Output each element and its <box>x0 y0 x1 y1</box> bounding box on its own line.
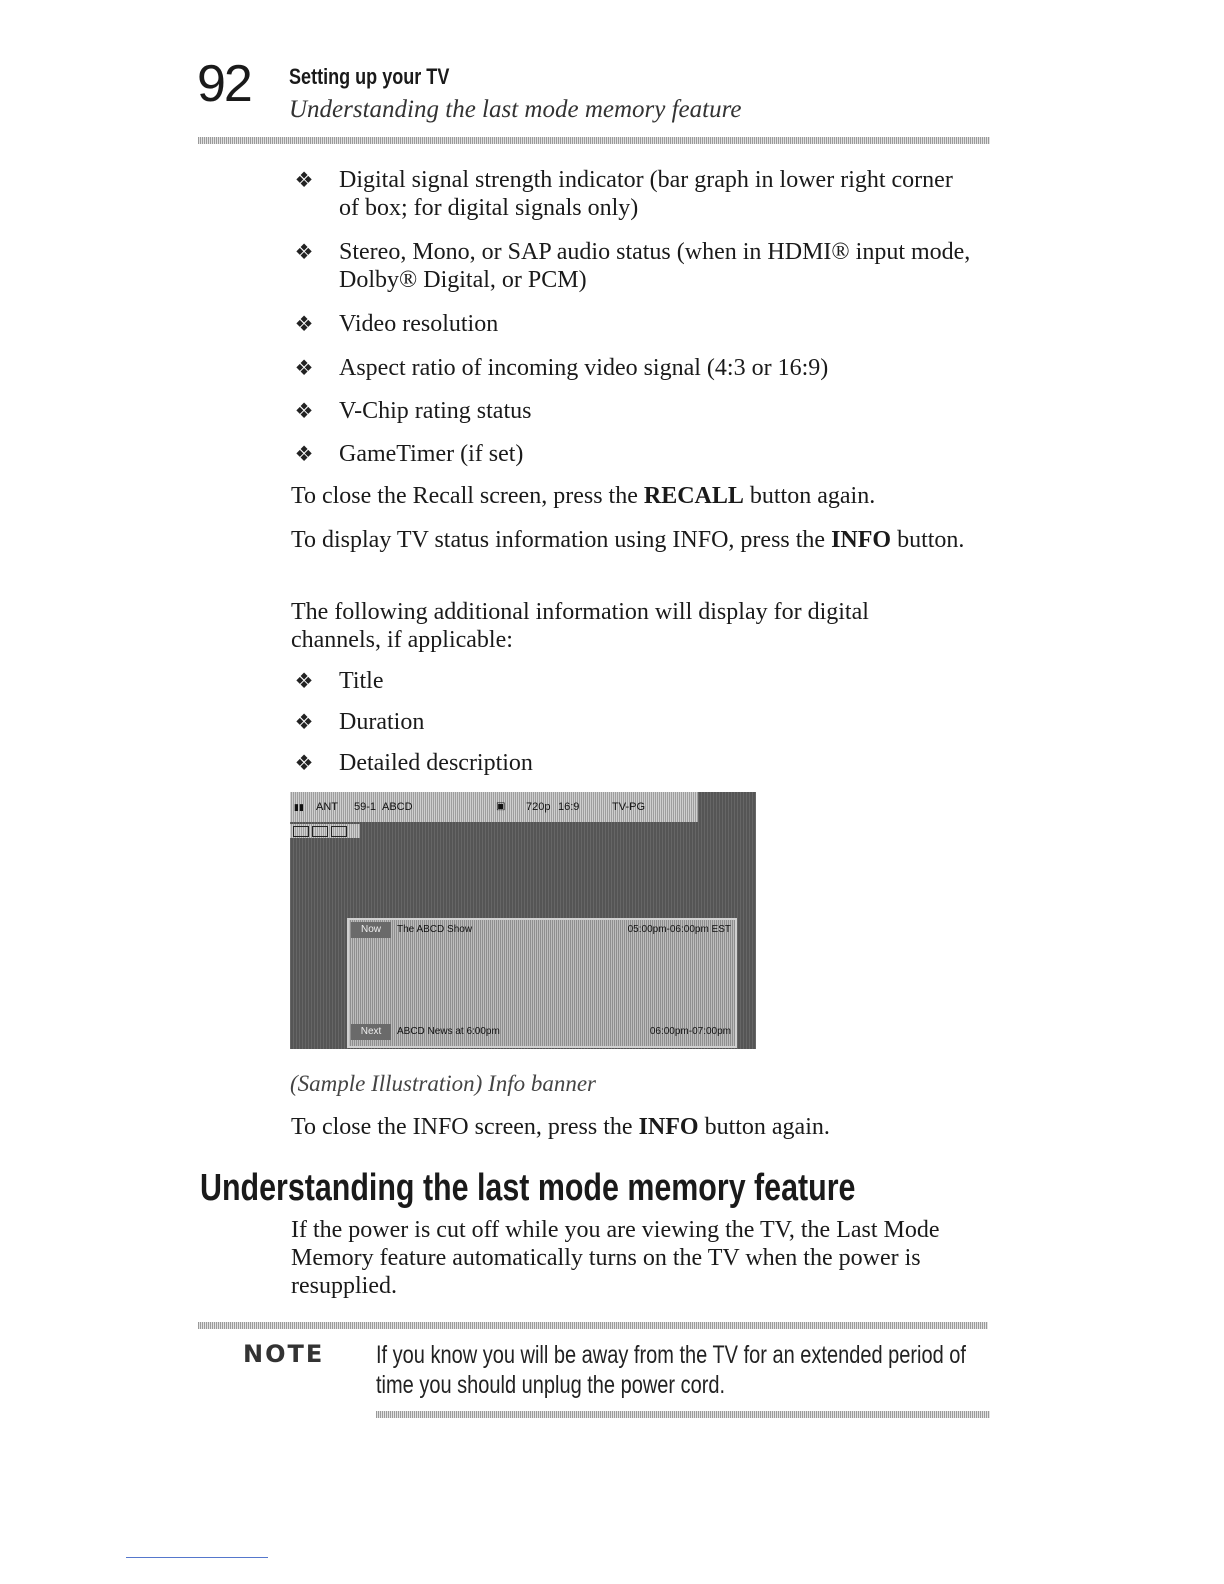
banner-aspect: 16:9 <box>558 801 580 813</box>
program-info-box <box>347 918 737 1048</box>
note-bottom-rule <box>376 1411 990 1418</box>
list-item <box>292 354 972 382</box>
paragraph-text: button again. <box>698 1114 830 1140</box>
recall-button-ref: RECALL <box>643 483 744 509</box>
banner-station: ABCD <box>382 801 413 813</box>
antenna-icon: ▮▮ <box>294 802 304 812</box>
additional-info-paragraph: The following additional information will display for digital channels, if applicable: <box>291 599 869 653</box>
cc-icon <box>293 826 309 837</box>
next-title: ABCD News at 6:00pm <box>397 1026 500 1037</box>
list-item <box>292 667 972 695</box>
four-diamond-icon: ❖ <box>294 669 314 693</box>
list-item-text: Digital signal strength indicator (bar graph in lower right corner of box; for digital signals only) <box>339 167 953 221</box>
now-time: 05:00pm-06:00pm EST <box>627 924 731 935</box>
note-top-rule <box>198 1322 988 1329</box>
info-display-paragraph <box>291 526 971 554</box>
list-item-text: Detailed description <box>339 750 533 776</box>
four-diamond-icon: ❖ <box>294 356 314 380</box>
list-item <box>292 749 972 777</box>
now-title: The ABCD Show <box>397 924 473 935</box>
info-close-paragraph <box>291 1113 991 1141</box>
audio-icon: ▣ <box>496 801 506 812</box>
four-diamond-icon: ❖ <box>294 751 314 775</box>
status-bullet-list <box>292 166 972 468</box>
section-body: If the power is cut off while you are viewing the TV, the Last Mode Memory feature automatically turns on the TV when the power is resupplied. <box>291 1217 940 1299</box>
list-item <box>292 166 972 222</box>
next-tag: Next <box>351 1024 391 1040</box>
list-item-text: V-Chip rating status <box>339 398 532 424</box>
now-tag: Now <box>351 922 391 938</box>
banner-rating: TV-PG <box>612 801 646 813</box>
status-banner <box>290 792 698 822</box>
list-item <box>292 238 972 294</box>
list-item <box>292 397 972 425</box>
next-row <box>349 1022 735 1042</box>
four-diamond-icon: ❖ <box>294 399 314 423</box>
next-time: 06:00pm-07:00pm <box>649 1026 731 1037</box>
digital-bullet-list <box>292 667 972 777</box>
paragraph-text: To close the INFO screen, press the <box>291 1114 639 1140</box>
banner-icon-row <box>290 824 360 838</box>
list-item-text: Video resolution <box>339 311 499 337</box>
lock-icon <box>331 826 347 837</box>
banner-channel: 59-1 <box>354 801 377 813</box>
recall-close-paragraph <box>291 482 991 510</box>
header-rule <box>198 137 990 144</box>
list-item <box>292 708 972 736</box>
paragraph-text: To display TV status information using INFO, press the <box>291 527 832 553</box>
banner-input: ANT <box>316 801 338 813</box>
chapter-title: Setting up your TV <box>289 64 450 89</box>
list-item-text: Aspect ratio of incoming video signal (4:3 or 16:9) <box>339 355 829 381</box>
four-diamond-icon: ❖ <box>294 240 314 264</box>
figure-caption: (Sample Illustration) Info banner <box>290 1071 596 1096</box>
four-diamond-icon: ❖ <box>294 442 314 466</box>
list-item-text: GameTimer (if set) <box>339 441 524 467</box>
page-number: 92 <box>197 55 251 113</box>
paragraph-text: button. <box>891 527 965 553</box>
four-diamond-icon: ❖ <box>294 168 314 192</box>
banner-resolution: 720p <box>526 801 551 813</box>
timer-icon <box>312 826 328 837</box>
section-subtitle: Understanding the last mode memory feature <box>289 96 742 123</box>
footer-line <box>126 1557 268 1558</box>
info-button-ref: INFO <box>831 527 892 553</box>
note-text: If you know you will be away from the TV for an extended period of time you should unplug the power cord. <box>376 1341 966 1399</box>
info-button-ref: INFO <box>638 1114 699 1140</box>
list-item-text: Stereo, Mono, or SAP audio status (when in HDMI® input mode, Dolby® Digital, or PCM) <box>339 239 971 293</box>
paragraph-text: button again. <box>743 483 876 509</box>
list-item <box>292 310 972 338</box>
list-item-text: Duration <box>339 709 425 735</box>
section-heading: Understanding the last mode memory feature <box>200 1167 856 1209</box>
note-label: NOTE <box>243 1340 325 1368</box>
four-diamond-icon: ❖ <box>294 710 314 734</box>
list-item <box>292 440 972 468</box>
paragraph-text: To close the Recall screen, press the <box>291 483 644 509</box>
four-diamond-icon: ❖ <box>294 312 314 336</box>
info-banner-illustration <box>290 792 756 1049</box>
list-item-text: Title <box>339 668 384 694</box>
now-row <box>349 920 735 940</box>
